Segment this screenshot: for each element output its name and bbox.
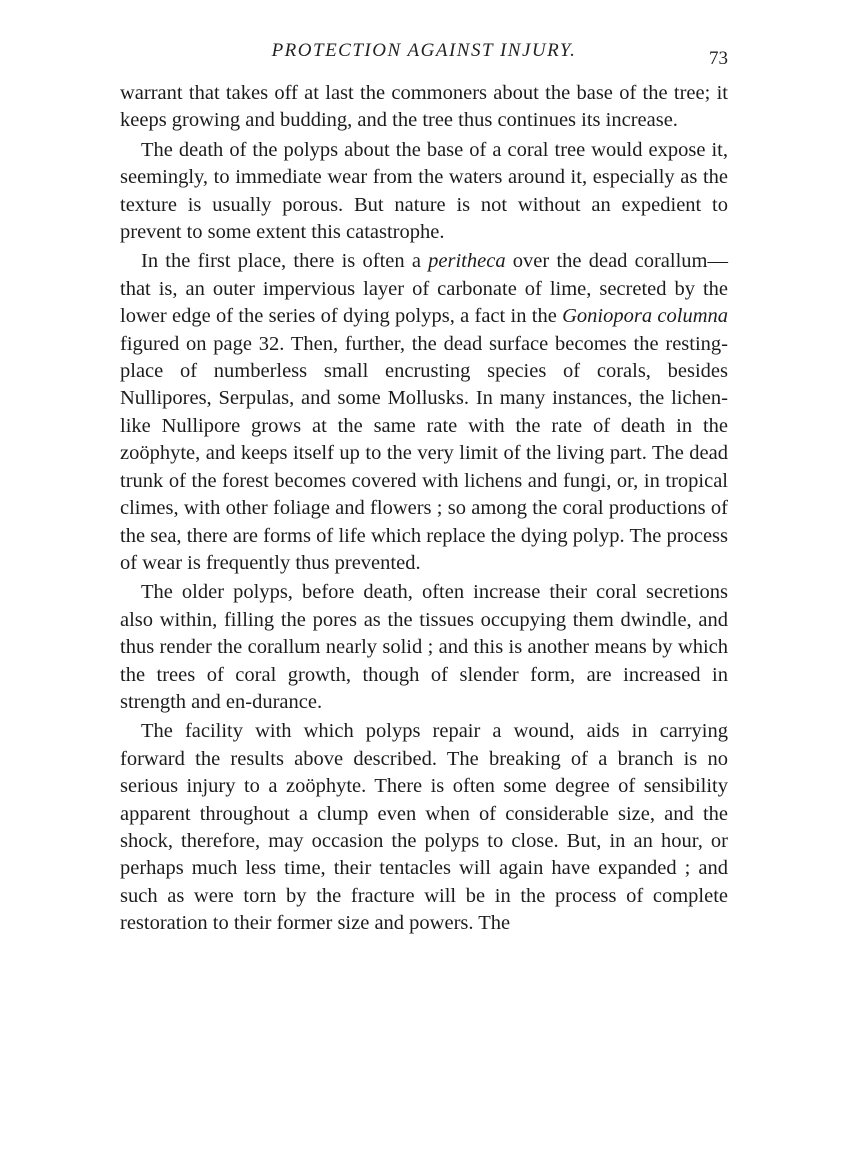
paragraph-1: warrant that takes off at last the commoners about the base of the tree; it keeps growing and budding, and the tree thus continues its increase. — [120, 82, 728, 132]
paragraph-3-text-c: figured on page 32. Then, further, the dead surface becomes the resting-place of numberless small encrusting species of corals, besides Nullipores, Serpulas, and some Mollusks. In many instances, the lichen-like Nullipore grows at the same rate with the rate of death in the zoöphyte, and keeps itself up to the very limit of the living part. The dead trunk of the forest becomes covered with lichens and fungi, or, in tropical climes, with other foliage and flowers ; so among the coral productions of the sea, there are forms of life which replace the dying polyp. The process of wear is frequently thus prevented. — [120, 332, 728, 574]
paragraph-4: The older polyps, before death, often increase their coral secretions also within, filling the pores as the tissues occupying them dwindle, and thus render the corallum nearly solid ; and this is another means by which the trees of coral growth, though of slender form, are increased in strength and en-durance. — [120, 581, 728, 713]
body-text — [120, 80, 728, 938]
running-title: PROTECTION AGAINST INJURY. — [271, 40, 577, 61]
paragraph-3 — [120, 248, 728, 577]
term-goniopora-columna: Goniopora columna — [562, 305, 728, 328]
term-peritheca: peritheca — [428, 250, 506, 273]
paragraph-5: The facility with which polyps repair a wound, aids in carrying forward the results above described. The breaking of a branch is no serious injury to a zoöphyte. There is often some degree of sensibility apparent throughout a clump even when of considerable size, and the shock, therefore, may occasion the polyps to close. But, in an hour, or perhaps much less time, their tentacles will again have expanded ; and such as were torn by the fracture will be in the process of complete restoration to their former size and powers. The — [120, 720, 728, 935]
paragraph-3-text-a: In the first place, there is often a — [141, 250, 429, 273]
paragraph-2: The death of the polyps about the base of a coral tree would expose it, seemingly, to immediate wear from the waters around it, especially as the texture is usually porous. But nature is not without an expedient to prevent to some extent this catastrophe. — [120, 138, 728, 244]
page-number: 73 — [709, 48, 728, 69]
running-head — [120, 36, 728, 70]
paragraph-3-text-b: over the dead corallum—that is, an outer impervious layer of carbonate of lime, secreted by the lower edge of the series of dying polyps, a fact in the — [120, 250, 728, 328]
